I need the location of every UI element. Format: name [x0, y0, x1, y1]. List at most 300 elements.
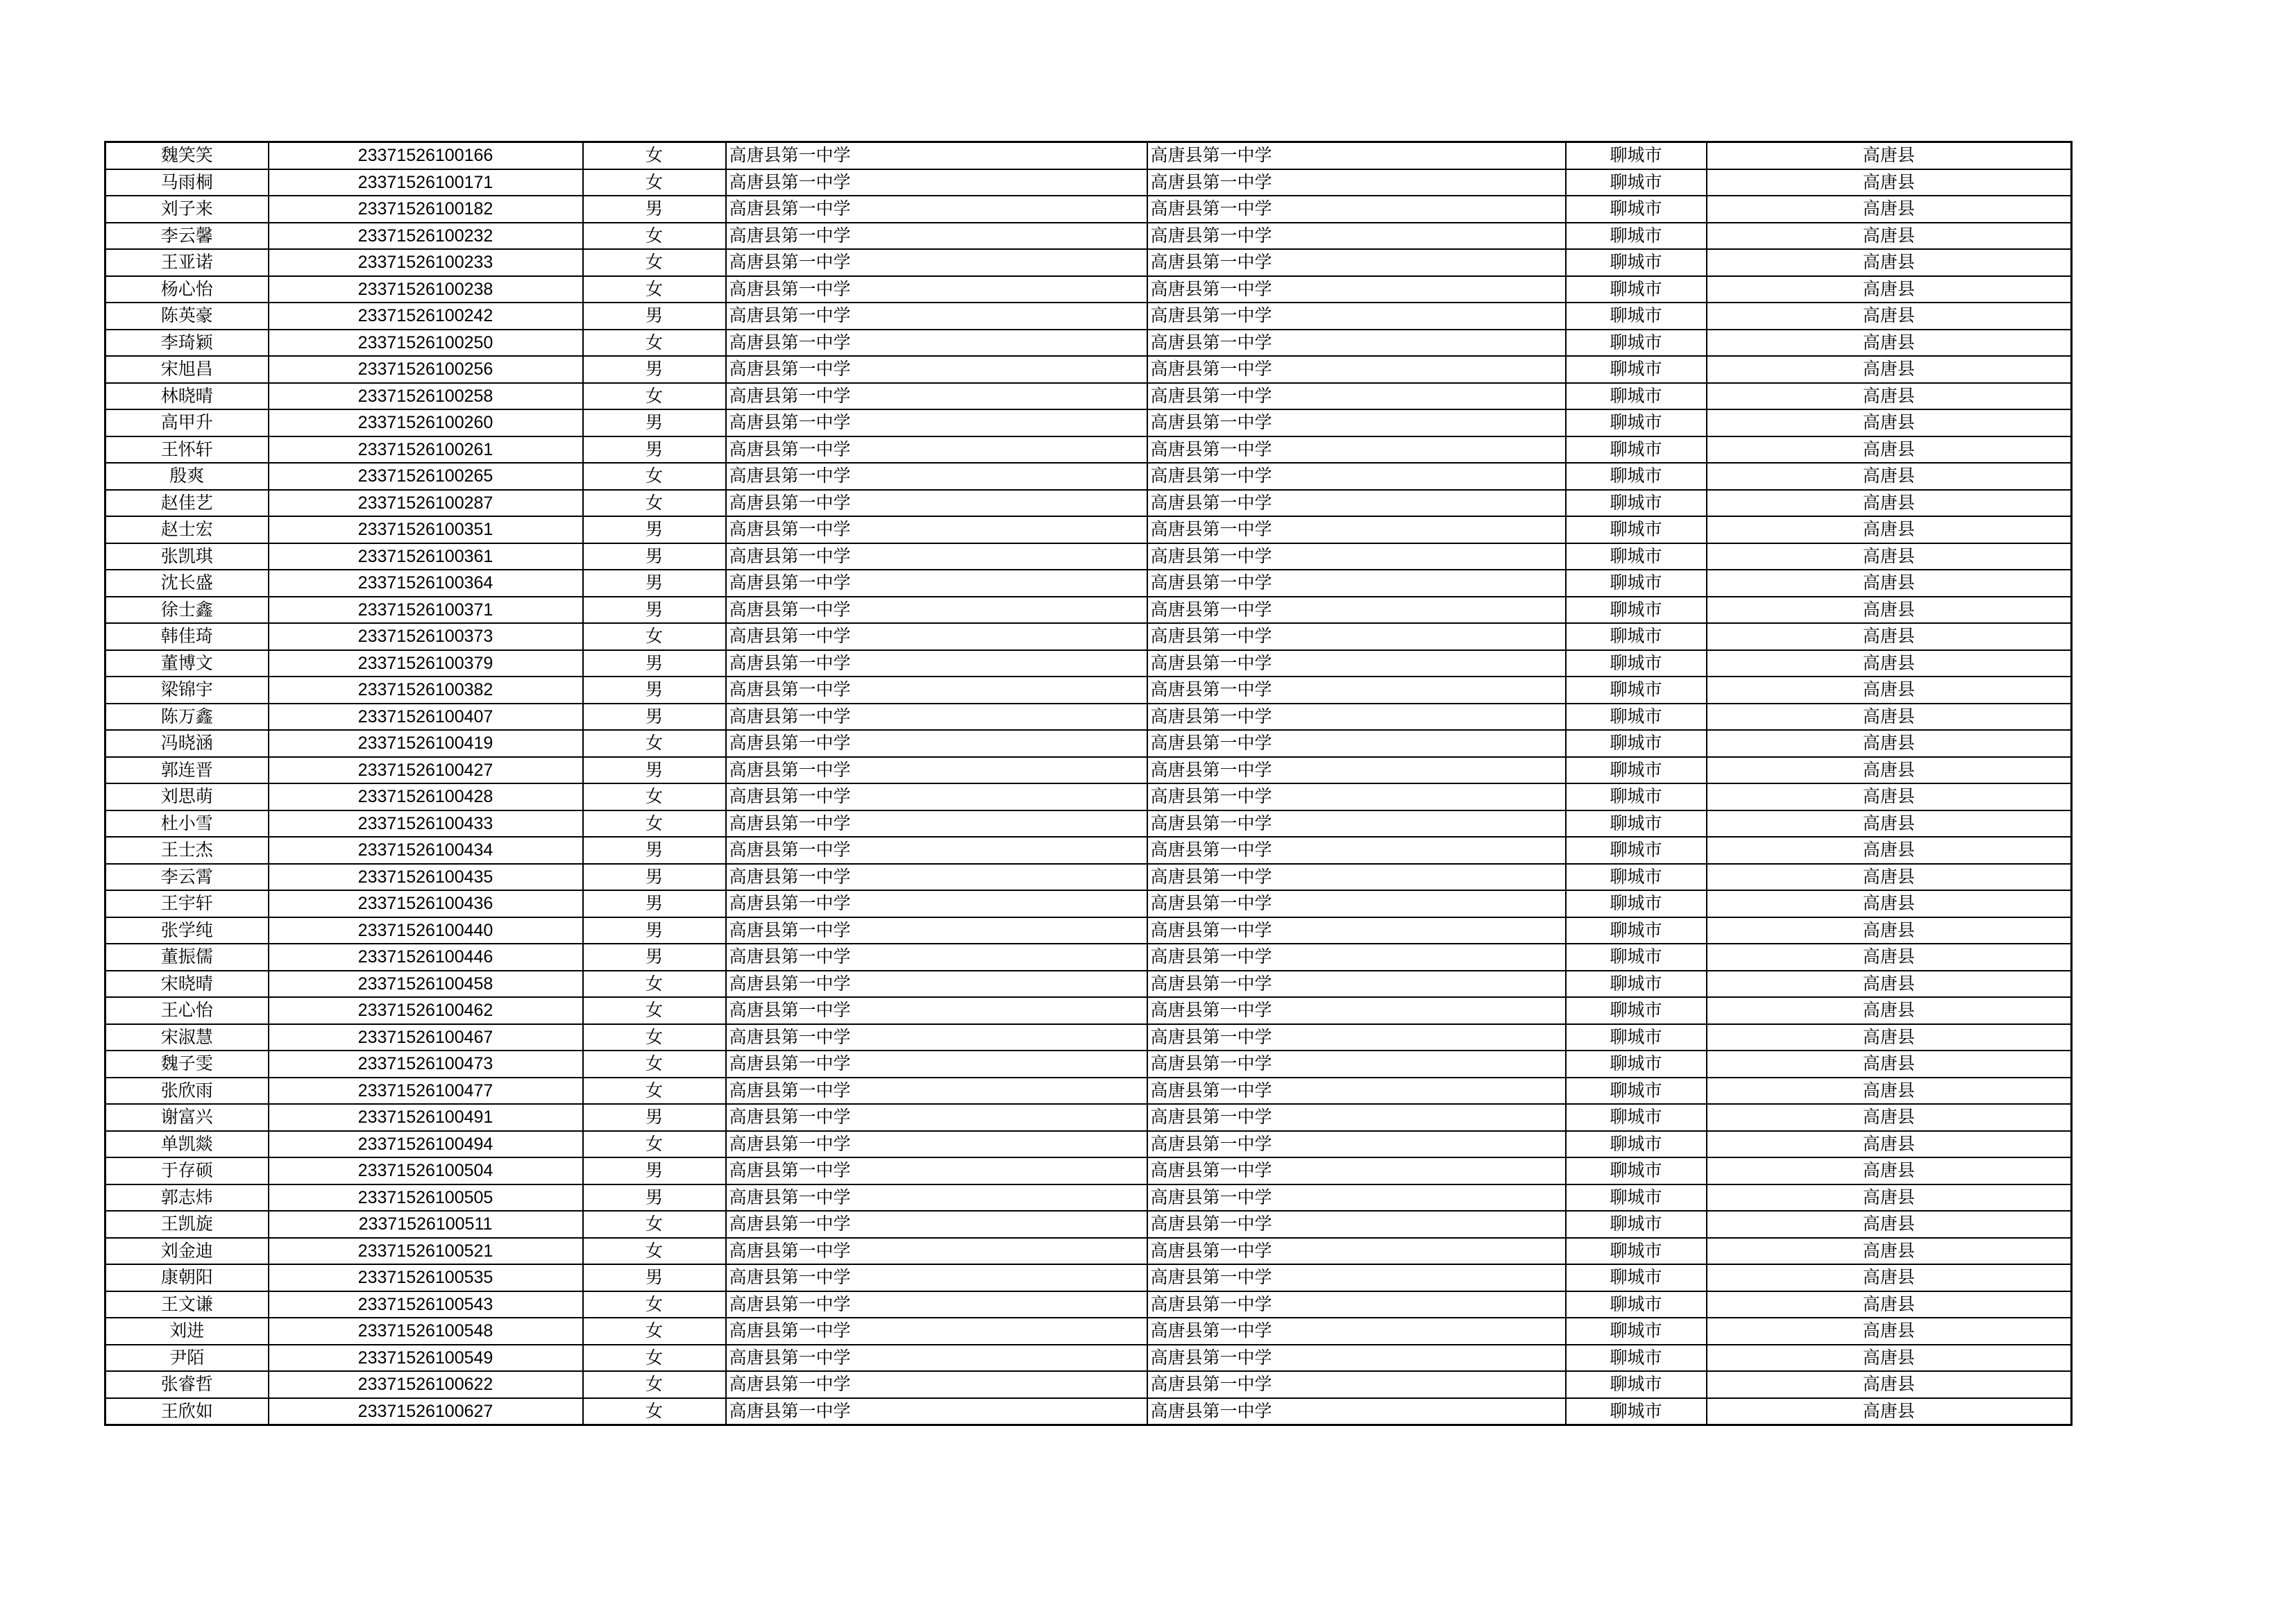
table-row	[105, 409, 2072, 436]
cell-exam-id: 23371526100371	[269, 597, 583, 624]
cell-county: 高唐县	[1707, 890, 2072, 917]
cell-school: 高唐县第一中学	[726, 303, 1147, 330]
cell-exam-id: 23371526100549	[269, 1345, 583, 1372]
cell-name: 王凯旋	[105, 1211, 269, 1238]
cell-school: 高唐县第一中学	[726, 169, 1147, 196]
cell-school: 高唐县第一中学	[726, 971, 1147, 998]
cell-name: 张睿哲	[105, 1371, 269, 1398]
cell-school-secondary: 高唐县第一中学	[1147, 650, 1566, 677]
cell-school: 高唐县第一中学	[726, 383, 1147, 410]
cell-name: 谢富兴	[105, 1104, 269, 1131]
cell-school: 高唐县第一中学	[726, 1345, 1147, 1372]
cell-county: 高唐县	[1707, 1238, 2072, 1265]
cell-name: 尹陌	[105, 1345, 269, 1372]
cell-school-secondary: 高唐县第一中学	[1147, 1184, 1566, 1212]
cell-county: 高唐县	[1707, 623, 2072, 650]
cell-gender: 女	[583, 490, 726, 517]
cell-city: 聊城市	[1566, 516, 1707, 543]
cell-exam-id: 23371526100379	[269, 650, 583, 677]
cell-school: 高唐县第一中学	[726, 330, 1147, 357]
cell-name: 董博文	[105, 650, 269, 677]
table-row	[105, 890, 2072, 917]
cell-county: 高唐县	[1707, 1184, 2072, 1212]
table-row	[105, 623, 2072, 650]
cell-county: 高唐县	[1707, 730, 2072, 757]
cell-name: 赵佳艺	[105, 490, 269, 517]
cell-exam-id: 23371526100182	[269, 196, 583, 223]
cell-exam-id: 23371526100260	[269, 409, 583, 436]
cell-school-secondary: 高唐县第一中学	[1147, 730, 1566, 757]
cell-exam-id: 23371526100419	[269, 730, 583, 757]
cell-exam-id: 23371526100265	[269, 463, 583, 490]
cell-school: 高唐县第一中学	[726, 917, 1147, 944]
cell-county: 高唐县	[1707, 757, 2072, 784]
cell-gender: 女	[583, 623, 726, 650]
cell-gender: 女	[583, 1051, 726, 1078]
cell-county: 高唐县	[1707, 944, 2072, 971]
cell-school: 高唐县第一中学	[726, 944, 1147, 971]
cell-city: 聊城市	[1566, 1264, 1707, 1291]
cell-school: 高唐县第一中学	[726, 837, 1147, 864]
cell-county: 高唐县	[1707, 142, 2072, 169]
cell-county: 高唐县	[1707, 196, 2072, 223]
cell-city: 聊城市	[1566, 837, 1707, 864]
cell-name: 杨心怡	[105, 276, 269, 303]
cell-city: 聊城市	[1566, 1398, 1707, 1425]
cell-gender: 男	[583, 650, 726, 677]
cell-name: 林晓晴	[105, 383, 269, 410]
cell-name: 董振儒	[105, 944, 269, 971]
cell-county: 高唐县	[1707, 570, 2072, 597]
cell-county: 高唐县	[1707, 543, 2072, 570]
cell-school-secondary: 高唐县第一中学	[1147, 1078, 1566, 1105]
cell-exam-id: 23371526100364	[269, 570, 583, 597]
cell-county: 高唐县	[1707, 383, 2072, 410]
cell-school: 高唐县第一中学	[726, 597, 1147, 624]
cell-school: 高唐县第一中学	[726, 704, 1147, 731]
cell-city: 聊城市	[1566, 463, 1707, 490]
cell-gender: 女	[583, 1291, 726, 1318]
table-row	[105, 1371, 2072, 1398]
cell-school: 高唐县第一中学	[726, 142, 1147, 169]
cell-name: 刘思萌	[105, 783, 269, 810]
cell-school-secondary: 高唐县第一中学	[1147, 1051, 1566, 1078]
cell-gender: 女	[583, 169, 726, 196]
cell-school: 高唐县第一中学	[726, 730, 1147, 757]
cell-city: 聊城市	[1566, 810, 1707, 838]
cell-school-secondary: 高唐县第一中学	[1147, 1398, 1566, 1425]
cell-city: 聊城市	[1566, 490, 1707, 517]
cell-school: 高唐县第一中学	[726, 1291, 1147, 1318]
cell-gender: 女	[583, 383, 726, 410]
cell-name: 宋旭昌	[105, 356, 269, 383]
cell-school: 高唐县第一中学	[726, 1024, 1147, 1051]
cell-name: 郭志炜	[105, 1184, 269, 1212]
cell-name: 王文谦	[105, 1291, 269, 1318]
cell-school: 高唐县第一中学	[726, 223, 1147, 250]
cell-school-secondary: 高唐县第一中学	[1147, 1291, 1566, 1318]
cell-exam-id: 23371526100467	[269, 1024, 583, 1051]
cell-exam-id: 23371526100232	[269, 223, 583, 250]
cell-gender: 男	[583, 1104, 726, 1131]
cell-school: 高唐县第一中学	[726, 1318, 1147, 1345]
cell-gender: 男	[583, 597, 726, 624]
cell-county: 高唐县	[1707, 597, 2072, 624]
cell-name: 王怀轩	[105, 436, 269, 464]
cell-school: 高唐县第一中学	[726, 1157, 1147, 1184]
cell-gender: 男	[583, 543, 726, 570]
cell-name: 冯晓涵	[105, 730, 269, 757]
cell-county: 高唐县	[1707, 677, 2072, 704]
cell-name: 李云霄	[105, 864, 269, 891]
cell-school: 高唐县第一中学	[726, 249, 1147, 276]
cell-gender: 男	[583, 436, 726, 464]
cell-school-secondary: 高唐县第一中学	[1147, 1157, 1566, 1184]
cell-gender: 男	[583, 1184, 726, 1212]
cell-school-secondary: 高唐县第一中学	[1147, 330, 1566, 357]
cell-school: 高唐县第一中学	[726, 1211, 1147, 1238]
cell-city: 聊城市	[1566, 1078, 1707, 1105]
cell-school-secondary: 高唐县第一中学	[1147, 570, 1566, 597]
cell-school-secondary: 高唐县第一中学	[1147, 810, 1566, 838]
cell-county: 高唐县	[1707, 1211, 2072, 1238]
cell-gender: 女	[583, 276, 726, 303]
cell-city: 聊城市	[1566, 1238, 1707, 1265]
cell-exam-id: 23371526100627	[269, 1398, 583, 1425]
cell-city: 聊城市	[1566, 409, 1707, 436]
cell-school-secondary: 高唐县第一中学	[1147, 704, 1566, 731]
cell-gender: 女	[583, 1131, 726, 1158]
table-row	[105, 650, 2072, 677]
cell-gender: 女	[583, 1371, 726, 1398]
cell-county: 高唐县	[1707, 409, 2072, 436]
cell-name: 陈万鑫	[105, 704, 269, 731]
cell-city: 聊城市	[1566, 997, 1707, 1024]
cell-exam-id: 23371526100373	[269, 623, 583, 650]
table-row	[105, 1157, 2072, 1184]
cell-county: 高唐县	[1707, 463, 2072, 490]
cell-exam-id: 23371526100427	[269, 757, 583, 784]
cell-gender: 男	[583, 837, 726, 864]
cell-exam-id: 23371526100351	[269, 516, 583, 543]
cell-name: 刘进	[105, 1318, 269, 1345]
cell-county: 高唐县	[1707, 1078, 2072, 1105]
cell-gender: 男	[583, 356, 726, 383]
cell-city: 聊城市	[1566, 1157, 1707, 1184]
cell-school-secondary: 高唐县第一中学	[1147, 303, 1566, 330]
cell-exam-id: 23371526100505	[269, 1184, 583, 1212]
cell-exam-id: 23371526100435	[269, 864, 583, 891]
cell-gender: 女	[583, 463, 726, 490]
cell-name: 魏笑笑	[105, 142, 269, 169]
cell-city: 聊城市	[1566, 436, 1707, 464]
cell-school-secondary: 高唐县第一中学	[1147, 757, 1566, 784]
cell-exam-id: 23371526100258	[269, 383, 583, 410]
cell-county: 高唐县	[1707, 1398, 2072, 1425]
cell-gender: 男	[583, 1157, 726, 1184]
cell-city: 聊城市	[1566, 1051, 1707, 1078]
cell-name: 梁锦宇	[105, 677, 269, 704]
cell-county: 高唐县	[1707, 837, 2072, 864]
cell-city: 聊城市	[1566, 303, 1707, 330]
cell-school-secondary: 高唐县第一中学	[1147, 917, 1566, 944]
table-row	[105, 142, 2072, 169]
cell-school-secondary: 高唐县第一中学	[1147, 623, 1566, 650]
cell-name: 李琦颖	[105, 330, 269, 357]
cell-county: 高唐县	[1707, 1104, 2072, 1131]
cell-school: 高唐县第一中学	[726, 1184, 1147, 1212]
cell-school-secondary: 高唐县第一中学	[1147, 196, 1566, 223]
cell-school-secondary: 高唐县第一中学	[1147, 516, 1566, 543]
cell-exam-id: 23371526100233	[269, 249, 583, 276]
cell-school: 高唐县第一中学	[726, 516, 1147, 543]
table-row	[105, 997, 2072, 1024]
cell-school: 高唐县第一中学	[726, 623, 1147, 650]
cell-gender: 男	[583, 1264, 726, 1291]
cell-gender: 男	[583, 196, 726, 223]
table-row	[105, 1291, 2072, 1318]
cell-city: 聊城市	[1566, 623, 1707, 650]
cell-exam-id: 23371526100407	[269, 704, 583, 731]
cell-gender: 女	[583, 810, 726, 838]
cell-name: 刘金迪	[105, 1238, 269, 1265]
cell-school: 高唐县第一中学	[726, 436, 1147, 464]
cell-school-secondary: 高唐县第一中学	[1147, 890, 1566, 917]
cell-name: 徐士鑫	[105, 597, 269, 624]
cell-name: 高甲升	[105, 409, 269, 436]
cell-school: 高唐县第一中学	[726, 997, 1147, 1024]
table-row	[105, 837, 2072, 864]
cell-city: 聊城市	[1566, 1211, 1707, 1238]
cell-county: 高唐县	[1707, 1291, 2072, 1318]
cell-gender: 男	[583, 944, 726, 971]
cell-county: 高唐县	[1707, 971, 2072, 998]
cell-school: 高唐县第一中学	[726, 1264, 1147, 1291]
cell-exam-id: 23371526100458	[269, 971, 583, 998]
cell-city: 聊城市	[1566, 1104, 1707, 1131]
cell-city: 聊城市	[1566, 276, 1707, 303]
cell-gender: 男	[583, 890, 726, 917]
cell-school: 高唐县第一中学	[726, 677, 1147, 704]
cell-name: 韩佳琦	[105, 623, 269, 650]
cell-school: 高唐县第一中学	[726, 409, 1147, 436]
cell-name: 于存硕	[105, 1157, 269, 1184]
table-row	[105, 1264, 2072, 1291]
cell-name: 马雨桐	[105, 169, 269, 196]
cell-gender: 女	[583, 1078, 726, 1105]
table-row	[105, 971, 2072, 998]
table-row	[105, 383, 2072, 410]
cell-school-secondary: 高唐县第一中学	[1147, 1371, 1566, 1398]
cell-exam-id: 23371526100433	[269, 810, 583, 838]
table-row	[105, 303, 2072, 330]
cell-exam-id: 23371526100473	[269, 1051, 583, 1078]
cell-school: 高唐县第一中学	[726, 864, 1147, 891]
cell-exam-id: 23371526100535	[269, 1264, 583, 1291]
table-row	[105, 356, 2072, 383]
cell-exam-id: 23371526100250	[269, 330, 583, 357]
cell-gender: 女	[583, 997, 726, 1024]
cell-exam-id: 23371526100166	[269, 142, 583, 169]
cell-exam-id: 23371526100242	[269, 303, 583, 330]
cell-school-secondary: 高唐县第一中学	[1147, 383, 1566, 410]
cell-county: 高唐县	[1707, 249, 2072, 276]
cell-city: 聊城市	[1566, 142, 1707, 169]
cell-city: 聊城市	[1566, 196, 1707, 223]
cell-school: 高唐县第一中学	[726, 1371, 1147, 1398]
cell-school: 高唐县第一中学	[726, 890, 1147, 917]
cell-name: 李云馨	[105, 223, 269, 250]
cell-school: 高唐县第一中学	[726, 463, 1147, 490]
cell-gender: 女	[583, 1345, 726, 1372]
cell-city: 聊城市	[1566, 650, 1707, 677]
table-row	[105, 597, 2072, 624]
cell-county: 高唐县	[1707, 1024, 2072, 1051]
cell-school: 高唐县第一中学	[726, 1078, 1147, 1105]
cell-name: 单凯燚	[105, 1131, 269, 1158]
table-row	[105, 864, 2072, 891]
cell-school-secondary: 高唐县第一中学	[1147, 1264, 1566, 1291]
cell-school: 高唐县第一中学	[726, 276, 1147, 303]
cell-county: 高唐县	[1707, 1345, 2072, 1372]
cell-name: 赵士宏	[105, 516, 269, 543]
table-row	[105, 1184, 2072, 1212]
cell-school-secondary: 高唐县第一中学	[1147, 223, 1566, 250]
cell-school-secondary: 高唐县第一中学	[1147, 1131, 1566, 1158]
cell-school-secondary: 高唐县第一中学	[1147, 249, 1566, 276]
cell-city: 聊城市	[1566, 890, 1707, 917]
cell-school-secondary: 高唐县第一中学	[1147, 543, 1566, 570]
cell-county: 高唐县	[1707, 303, 2072, 330]
cell-school-secondary: 高唐县第一中学	[1147, 677, 1566, 704]
cell-county: 高唐县	[1707, 1051, 2072, 1078]
cell-name: 王心怡	[105, 997, 269, 1024]
cell-county: 高唐县	[1707, 169, 2072, 196]
cell-exam-id: 23371526100548	[269, 1318, 583, 1345]
cell-school-secondary: 高唐县第一中学	[1147, 276, 1566, 303]
cell-city: 聊城市	[1566, 356, 1707, 383]
cell-city: 聊城市	[1566, 223, 1707, 250]
cell-school-secondary: 高唐县第一中学	[1147, 490, 1566, 517]
cell-name: 王士杰	[105, 837, 269, 864]
cell-county: 高唐县	[1707, 276, 2072, 303]
cell-city: 聊城市	[1566, 597, 1707, 624]
cell-city: 聊城市	[1566, 917, 1707, 944]
cell-exam-id: 23371526100361	[269, 543, 583, 570]
cell-county: 高唐县	[1707, 783, 2072, 810]
cell-school-secondary: 高唐县第一中学	[1147, 1104, 1566, 1131]
cell-gender: 女	[583, 1318, 726, 1345]
cell-school-secondary: 高唐县第一中学	[1147, 971, 1566, 998]
cell-school-secondary: 高唐县第一中学	[1147, 837, 1566, 864]
table-row	[105, 570, 2072, 597]
cell-name: 陈英豪	[105, 303, 269, 330]
cell-exam-id: 23371526100504	[269, 1157, 583, 1184]
cell-exam-id: 23371526100238	[269, 276, 583, 303]
cell-name: 宋晓晴	[105, 971, 269, 998]
cell-name: 魏子雯	[105, 1051, 269, 1078]
cell-city: 聊城市	[1566, 1345, 1707, 1372]
cell-school-secondary: 高唐县第一中学	[1147, 783, 1566, 810]
cell-school-secondary: 高唐县第一中学	[1147, 1238, 1566, 1265]
cell-city: 聊城市	[1566, 1131, 1707, 1158]
cell-county: 高唐县	[1707, 1131, 2072, 1158]
cell-school-secondary: 高唐县第一中学	[1147, 944, 1566, 971]
table-row	[105, 730, 2072, 757]
cell-county: 高唐县	[1707, 223, 2072, 250]
cell-school: 高唐县第一中学	[726, 810, 1147, 838]
cell-exam-id: 23371526100477	[269, 1078, 583, 1105]
cell-county: 高唐县	[1707, 1157, 2072, 1184]
cell-exam-id: 23371526100440	[269, 917, 583, 944]
cell-city: 聊城市	[1566, 783, 1707, 810]
table-row	[105, 757, 2072, 784]
cell-gender: 女	[583, 1024, 726, 1051]
cell-exam-id: 23371526100382	[269, 677, 583, 704]
cell-exam-id: 23371526100287	[269, 490, 583, 517]
table-row	[105, 1104, 2072, 1131]
cell-gender: 男	[583, 516, 726, 543]
cell-gender: 男	[583, 864, 726, 891]
cell-gender: 男	[583, 704, 726, 731]
cell-name: 刘子来	[105, 196, 269, 223]
cell-city: 聊城市	[1566, 1024, 1707, 1051]
cell-county: 高唐县	[1707, 1371, 2072, 1398]
cell-school-secondary: 高唐县第一中学	[1147, 864, 1566, 891]
cell-county: 高唐县	[1707, 864, 2072, 891]
cell-city: 聊城市	[1566, 1371, 1707, 1398]
cell-school: 高唐县第一中学	[726, 570, 1147, 597]
cell-exam-id: 23371526100494	[269, 1131, 583, 1158]
table-row	[105, 677, 2072, 704]
cell-school: 高唐县第一中学	[726, 1051, 1147, 1078]
table-row	[105, 223, 2072, 250]
cell-county: 高唐县	[1707, 650, 2072, 677]
cell-gender: 女	[583, 1238, 726, 1265]
cell-exam-id: 23371526100256	[269, 356, 583, 383]
cell-city: 聊城市	[1566, 757, 1707, 784]
cell-school: 高唐县第一中学	[726, 650, 1147, 677]
cell-gender: 女	[583, 783, 726, 810]
table-row	[105, 1398, 2072, 1425]
cell-name: 张欣雨	[105, 1078, 269, 1105]
cell-name: 宋淑慧	[105, 1024, 269, 1051]
cell-city: 聊城市	[1566, 1291, 1707, 1318]
cell-exam-id: 23371526100434	[269, 837, 583, 864]
cell-gender: 男	[583, 570, 726, 597]
cell-county: 高唐县	[1707, 1264, 2072, 1291]
cell-school-secondary: 高唐县第一中学	[1147, 409, 1566, 436]
cell-school-secondary: 高唐县第一中学	[1147, 1318, 1566, 1345]
cell-gender: 女	[583, 223, 726, 250]
cell-city: 聊城市	[1566, 1318, 1707, 1345]
cell-county: 高唐县	[1707, 997, 2072, 1024]
cell-county: 高唐县	[1707, 1318, 2072, 1345]
cell-gender: 男	[583, 303, 726, 330]
cell-city: 聊城市	[1566, 677, 1707, 704]
cell-name: 殷爽	[105, 463, 269, 490]
cell-exam-id: 23371526100446	[269, 944, 583, 971]
cell-city: 聊城市	[1566, 570, 1707, 597]
cell-gender: 女	[583, 1398, 726, 1425]
cell-gender: 女	[583, 249, 726, 276]
cell-gender: 女	[583, 971, 726, 998]
table-row	[105, 704, 2072, 731]
table-row	[105, 1238, 2072, 1265]
table-row	[105, 490, 2072, 517]
cell-county: 高唐县	[1707, 436, 2072, 464]
cell-name: 王亚诺	[105, 249, 269, 276]
